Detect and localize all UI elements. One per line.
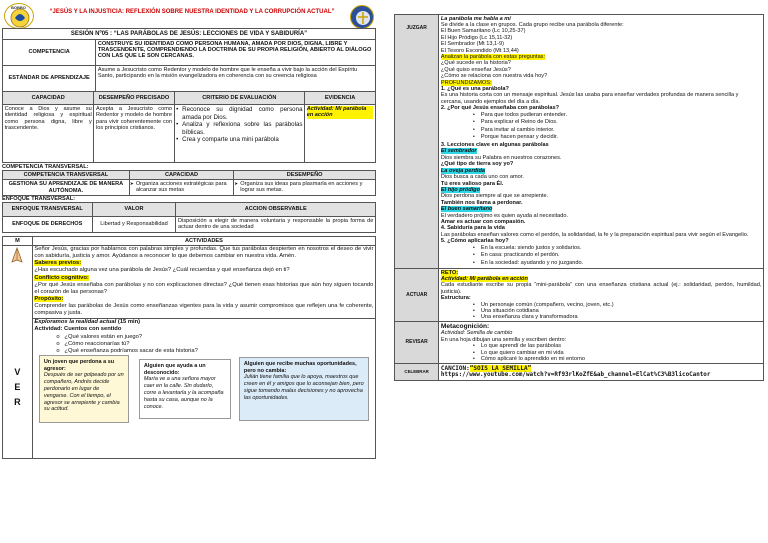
- metacog-item: • Lo que quiero cambiar en mi vida: [441, 350, 762, 356]
- prayer-cell: [3, 245, 33, 318]
- question-item: o ¿Cómo reaccionarías tú?: [34, 341, 373, 348]
- pregunta-item: ¿Cómo se relaciona con nuestra vida hoy?: [440, 73, 548, 80]
- case-body: Después de ser golpeado por un compañero, Andrés decide perdonarlo en lugar de vengarse. Con el tiempo, el agresor se arrepiente y cambia su actitud.: [43, 372, 124, 413]
- metacog-label: Metacognición:: [440, 322, 490, 330]
- metacog-item: • Cómo aplicaré lo aprendido en mi entorno: [441, 356, 762, 362]
- school-logo-left: [4, 3, 34, 29]
- celebrar-label: CELEBRAR: [395, 364, 439, 381]
- desempeno-header: DESEMPEÑO PRECISADO: [94, 92, 174, 105]
- q2: 2. ¿Por qué Jesús enseñaba con parábolas?: [440, 105, 559, 112]
- revisar-body: [439, 322, 764, 364]
- ver-letter: V: [14, 367, 21, 378]
- sembrador-text: Dios siembra su Palabra en nuestros corazones.: [440, 154, 562, 161]
- desempeno-text: Acepta a Jesucristo como Redentor y modelo de hombre para vivir coherentemente con los principios cristianos.: [94, 105, 174, 163]
- ver-letter: R: [14, 397, 21, 408]
- metacog-item: • Lo que aprendí de las parábolas: [441, 343, 762, 349]
- explore-time: (15 min): [117, 319, 141, 326]
- logo-left-text: BOBBO: [11, 5, 26, 10]
- q1: 1. ¿Qué es una parábola?: [440, 86, 509, 93]
- samaritano-label: El buen samaritano: [440, 206, 493, 213]
- right-page: [384, 0, 768, 543]
- revisar-label: REVISAR: [395, 322, 439, 364]
- enfoque-table: [2, 202, 376, 233]
- evidencia-value: Actividad: Mi parábola en acción: [307, 106, 374, 119]
- a5-item: • En casa: practicando el perdón.: [441, 252, 762, 260]
- samaritano-text: El verdadero prójimo es quien ayuda al necesitado.: [440, 212, 569, 219]
- activities-header: ACTIVIDADES: [32, 237, 375, 246]
- conflicto-label: Conflicto cognitivo:: [34, 274, 89, 281]
- metacog-text: En una hoja dibujan una semilla y escriben dentro:: [440, 336, 567, 343]
- estructura-item: • Una enseñanza clara y transformadora: [441, 314, 762, 320]
- ct-cap-header: CAPACIDAD: [129, 171, 233, 180]
- evaluation-table: [2, 91, 376, 163]
- metacog-activity: Actividad: Semilla de cambio: [440, 330, 513, 337]
- question-item: o ¿Qué enseñanza podríamos sacar de esta historia?: [34, 348, 373, 355]
- info-table: [2, 28, 376, 92]
- capacidad-header: CAPACIDAD: [3, 92, 94, 105]
- case-head: Alguien que recibe muchas oportunidades, pero no cambia:: [243, 360, 357, 374]
- q5: 5. ¿Cómo aplicarlas hoy?: [440, 238, 509, 245]
- activity-title: Actividad: Cuentos con sentido: [34, 326, 122, 333]
- ver-body: [32, 318, 375, 458]
- case-card-help: [139, 359, 231, 419]
- sembrador-question: ¿Qué tipo de tierra soy yo?: [440, 161, 514, 168]
- case-card-opportunities: [239, 357, 369, 421]
- parabola-item: El Buen Samaritano (Lc 10,25-37): [440, 28, 526, 35]
- hijo-question: También nos llama a perdonar.: [440, 199, 523, 206]
- ct-capacidad: ➤ Organiza acciones estratégicas para alcanzar sus metas: [129, 180, 233, 196]
- cancion-link[interactable]: https://www.youtube.com/watch?v=Rf93rlKoZfE&ab_channel=ElCat%C3%B3licoCantor: [440, 372, 711, 378]
- samaritano-question: Amar es actuar con compasión.: [440, 218, 526, 225]
- a1: Es una historia corta con un mensaje espiritual. Jesús las usaba para enseñar verdades profundas de manera sencilla y cercana, usando ejemplos del día a día.: [440, 92, 739, 105]
- estandar-text: Asume a Jesucristo como Redentor y modelo de hombre que le enseña a vivir bajo la acción del Espíritu Santo, participando en la misión evangelizadora en coherencia con su creencia religiosa: [96, 66, 376, 92]
- enfoque-name: ENFOQUE DE DERECHOS: [3, 217, 93, 233]
- cancion-label: CANCION:: [440, 364, 470, 372]
- enfoque-valor: Libertad y Responsabilidad: [92, 217, 176, 233]
- saberes-label: Saberes previos:: [34, 260, 82, 267]
- criterio-item: • Crea y comparte una mini parábola: [176, 136, 302, 144]
- session-title: SESIÓN Nº05 : “LAS PARÁBOLAS DE JESÚS: LECCIONES DE VIDA Y SABIDURÍA”: [3, 29, 376, 40]
- case-body: Julián tiene familia que lo apoya, maestros que creen en él y amigos que lo aconsejan bien, pero sigue tomando malas decisiones y no aprovecha las oportunidades.: [243, 374, 364, 401]
- evidencia-text: [305, 105, 376, 163]
- school-logo-right: [350, 5, 374, 29]
- actuar-body: [439, 268, 764, 321]
- explore-title: Exploramos la realidad actual: [34, 319, 117, 326]
- a2-item: • Para que todos pudieran entender.: [441, 112, 762, 120]
- capacidad-text: Conoce a Dios y asume su identidad religiosa y espiritual como persona digna, libre y trascendente.: [3, 105, 94, 163]
- criterio-header: CRITERIO DE EVALUACIÓN: [174, 92, 305, 105]
- case-head: Alguien que ayuda a un desconocido:: [143, 362, 206, 376]
- criterios-list: [174, 105, 305, 163]
- activities-body: [32, 245, 375, 318]
- ver-phase: [3, 318, 33, 458]
- enfoque-accion: Disposición a elegir de manera voluntaria y responsable la propia forma de actuar dentro de una sociedad: [176, 217, 376, 233]
- analizan-label: Analizan la parábola con estas preguntas:: [440, 54, 546, 61]
- oveja-label: La oveja perdida: [440, 167, 486, 174]
- enfoque-header: ENFOQUE TRANSVERSAL: [3, 203, 93, 217]
- valor-header: VALOR: [92, 203, 176, 217]
- estructura-item: • Una situación cotidiana: [441, 308, 762, 314]
- parabola-item: El Sembrador (Mt 13,1-9): [440, 41, 504, 48]
- competencia-label: COMPETENCIA: [3, 40, 96, 66]
- a4: Las parábolas enseñan valores como el perdón, la solidaridad, la fe y la preparación espiritual para vivir según el Evangelio.: [440, 231, 749, 238]
- juzgar-label: JUZGAR: [395, 15, 439, 269]
- ct-desempeno: ➤ Organiza sus ideas para plasmarla en acciones y lograr sus metas.: [234, 180, 376, 196]
- juzgar-body: [439, 15, 764, 269]
- competencia-text: CONSTRUYE SU IDENTIDAD COMO PERSONA HUMANA, AMADA POR DIOS, DIGNA, LIBRE Y TRASCENDENTE, COMPRENDIENDO LA DOCTRINA DE SU PROPIA RELIGIÓN, ABIERTO AL DIÁLOGO CON LAS QUE LE SON CERCANAS.: [96, 40, 376, 66]
- a5-item: • En la escuela: siendo justos y solidarios.: [441, 245, 762, 253]
- question-item: o ¿Qué valores están en juego?: [34, 334, 373, 341]
- pregunta-item: ¿Qué quiso enseñar Jesús?: [440, 66, 511, 73]
- activities-table: [2, 236, 376, 459]
- estandar-label: ESTÁNDAR DE APRENDIZAJE: [3, 66, 96, 92]
- opening-prayer: Señor Jesús, gracias por hablarnos con palabras simples y profundas. Que tus parábolas despierten en nosotros el deseo de vivir con sabiduría, justicia y amor. Ayúdanos a reconocer lo que debemos cambiar en nuestra vida. Amén.: [34, 246, 374, 260]
- q3: 3. Lecciones clave en algunas parábolas: [440, 142, 549, 149]
- parabola-title: La parábola me habla a mí: [440, 15, 511, 22]
- a2-item: • Para explicar el Reino de Dios.: [441, 119, 762, 127]
- cancion-title: “SOIS LA SEMILLA”: [469, 364, 532, 372]
- estructura-label: Estructura:: [440, 295, 471, 302]
- hijo-text: Dios perdona siempre al que se arrepiente.: [440, 193, 549, 200]
- praying-hands-icon: [8, 247, 26, 263]
- pregunta-item: ¿Qué sucede en la historia?: [440, 60, 511, 67]
- case-body: María ve a una señora mayor caer en la calle. Sin dudarlo, corre a levantarla y la acompaña hasta su casa, aunque no la conoce.: [143, 376, 224, 410]
- ct-competencia: GESTIONA SU APRENDIZAJE DE MANERA AUTÓNOMA.: [3, 180, 130, 196]
- proposito-label: Propósito:: [34, 295, 64, 302]
- estructura-item: • Un personaje común (compañero, vecino, joven, etc.): [441, 302, 762, 308]
- right-activities-table: [394, 14, 764, 381]
- case-card-forgive: [39, 355, 129, 423]
- transversal-title: COMPETENCIA TRANSVERSAL:: [2, 164, 89, 171]
- ver-letter: E: [14, 382, 21, 393]
- oveja-text: Dios busca a cada uno con amor.: [440, 174, 524, 181]
- a2-item: • Porque hacen pensar y decidir.: [441, 134, 762, 142]
- a5-item: • En la sociedad: ayudando y no juzgando.: [441, 260, 762, 268]
- hijo-label: El hijo pródigo: [440, 186, 481, 193]
- evidencia-header: EVIDENCIA: [305, 92, 376, 105]
- celebrar-body: [439, 364, 764, 381]
- criterio-item: • Analiza y reflexiona sobre las parábolas bíblicas.: [176, 121, 302, 136]
- parabola-intro: Se divide a la clase en grupos. Cada grupo recibe una parábola diferente:: [440, 22, 624, 28]
- profundizamos-label: PROFUNDIZAMOS:: [440, 79, 492, 86]
- criterio-item: • Reconoce su dignidad como persona amada por Dios.: [176, 106, 302, 121]
- oveja-question: Tú eres valioso para Él.: [440, 180, 504, 187]
- enfoque-title: ENFOQUE TRANSVERSAL:: [2, 196, 76, 202]
- accion-header: ACCION OBSERVABLE: [176, 203, 376, 217]
- proposito-text: Comprender las parábolas de Jesús como enseñanzas vigentes para la vida y asumir compromisos que reflejen una fe coherente, compasiva y justa.: [34, 302, 374, 317]
- sembrador-label: El sembrador: [440, 148, 477, 155]
- unit-title: “JESÚS Y LA INJUSTICIA: REFLEXIÓN SOBRE NUESTRA IDENTIDAD Y LA CORRUPCIÓN ACTUAL”: [49, 9, 335, 15]
- parabola-item: El Hijo Pródigo (Lc 15,11-32): [440, 34, 513, 41]
- reto-label: RETO:: [440, 269, 459, 276]
- reto-activity: Actividad: Mi parábola en acción: [440, 275, 528, 282]
- case-head: Un joven que perdona a su agresor:: [43, 358, 115, 372]
- a2-item: • Para invitar al cambio interior.: [441, 127, 762, 135]
- saberes-text: ¿Has escuchado alguna vez una parábola de Jesús? ¿Cuál recuerdas y qué enseñanza dejó en ti?: [34, 267, 290, 274]
- conflicto-text: ¿Por qué Jesús enseñaba con parábolas y no con explicaciones directas? ¿Qué tienen esas historias que aún hoy siguen tocando el corazón de las personas?: [34, 281, 374, 295]
- reto-text: Cada estudiante escribe su propia “mini-parábola” con una enseñanza cristiana actual (ej.: solidaridad, perdón, humildad, justicia).: [440, 282, 762, 295]
- ct-header: COMPETENCIA TRANSVERSAL: [3, 171, 130, 180]
- actuar-label: ACTUAR: [395, 268, 439, 321]
- q4: 4. Sabiduría para la vida: [440, 225, 505, 232]
- transversal-table: [2, 170, 376, 196]
- ct-des-header: DESEMPEÑO: [234, 171, 376, 180]
- moment-header: M: [3, 237, 33, 246]
- parabola-item: El Tesoro Escondido (Mt 13,44): [440, 47, 519, 54]
